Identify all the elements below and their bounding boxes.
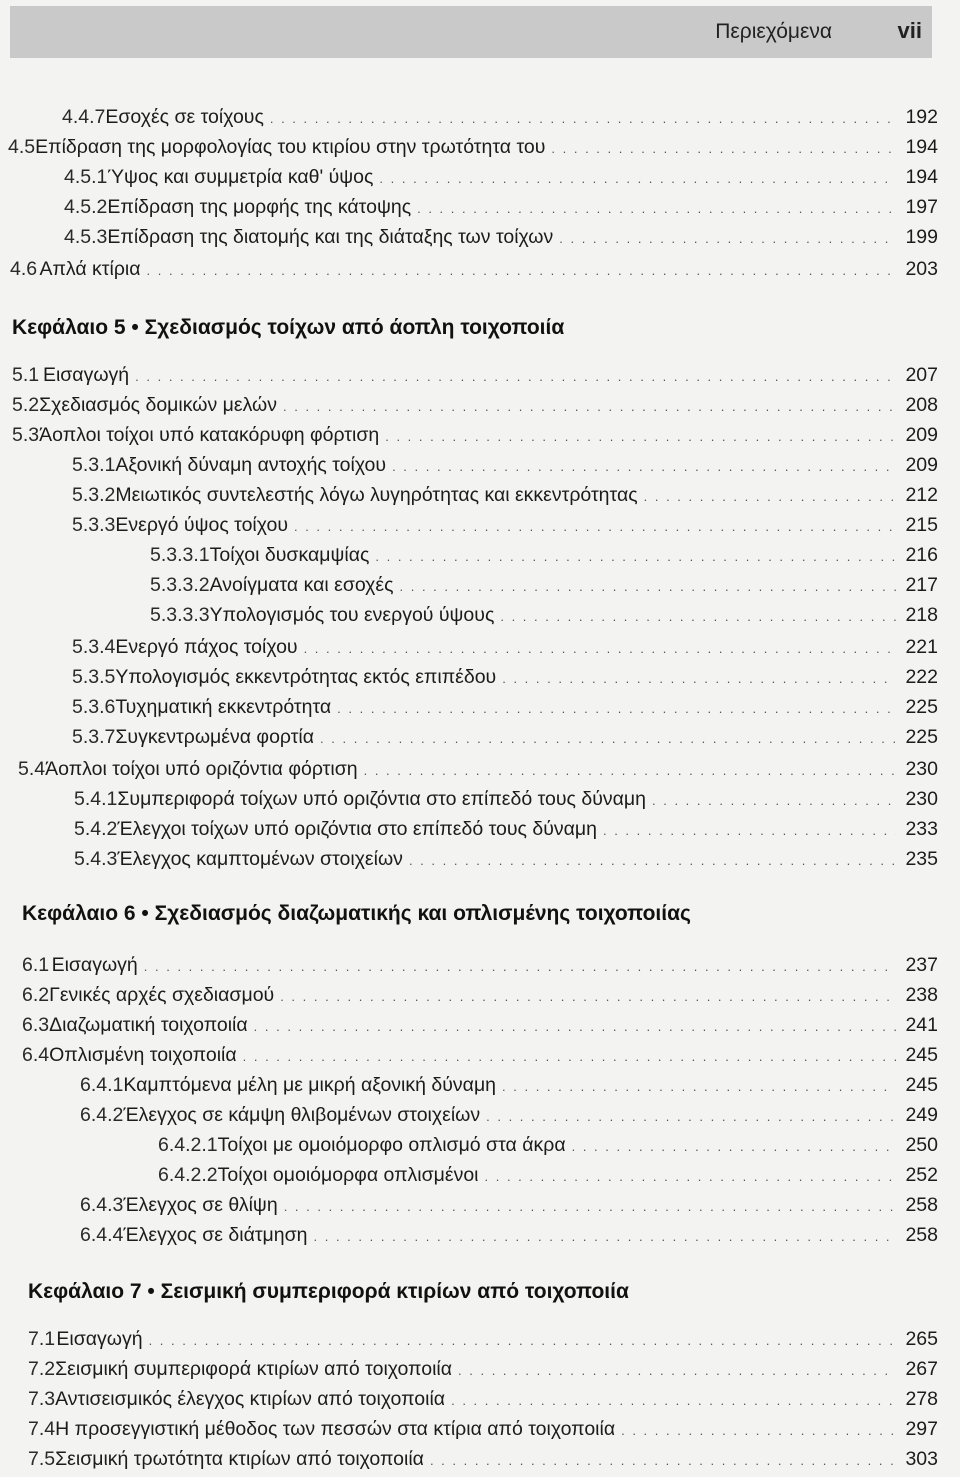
entry-page: 208 bbox=[905, 394, 938, 416]
entry-number: 5.3.7 bbox=[72, 726, 116, 748]
entry-number: 4.5.1 bbox=[64, 166, 108, 188]
entry-number: 5.4.2 bbox=[74, 818, 118, 840]
entry-number: 5.4 bbox=[18, 758, 46, 780]
entry-page: 221 bbox=[905, 636, 938, 658]
toc-entry[interactable] bbox=[64, 194, 938, 220]
entry-number: 4.6 bbox=[10, 258, 38, 280]
entry-page: 245 bbox=[905, 1044, 938, 1066]
entry-title: Εισαγωγή bbox=[56, 1328, 143, 1350]
toc-entry[interactable] bbox=[72, 482, 938, 508]
toc-entry[interactable] bbox=[150, 542, 938, 568]
entry-title: Υπολογισμός του ενεργού ύψους bbox=[209, 604, 495, 626]
entry-number: 6.4.2 bbox=[80, 1104, 124, 1126]
dot-leader bbox=[270, 106, 896, 132]
entry-title: Ενεργό πάχος τοίχου bbox=[115, 636, 298, 658]
entry-page: 241 bbox=[905, 1014, 938, 1036]
dot-leader bbox=[417, 196, 896, 222]
entry-number: 5.3.4 bbox=[72, 636, 116, 658]
toc-entry[interactable] bbox=[80, 1192, 938, 1218]
entry-title: Υπολογισμός εκκεντρότητας εκτός επιπέδου bbox=[115, 666, 497, 688]
entry-page: 258 bbox=[905, 1194, 938, 1216]
toc-entry[interactable] bbox=[22, 952, 938, 978]
toc-entry[interactable] bbox=[28, 1326, 938, 1352]
entry-number: 5.3.3.1 bbox=[150, 544, 210, 566]
entry-page: 212 bbox=[905, 484, 938, 506]
entry-title: Ενεργό ύψος τοίχου bbox=[115, 514, 288, 536]
dot-leader bbox=[304, 636, 896, 662]
entry-number: 5.3.1 bbox=[72, 454, 116, 476]
entry-page: 297 bbox=[905, 1418, 938, 1440]
dot-leader bbox=[392, 454, 896, 480]
toc-entry[interactable] bbox=[10, 256, 938, 282]
toc-entry[interactable] bbox=[62, 104, 938, 130]
entry-number: 5.2 bbox=[12, 394, 40, 416]
entry-number: 5.3.3.3 bbox=[150, 604, 210, 626]
entry-title: Έλεγχος σε διάτμηση bbox=[123, 1224, 308, 1246]
dot-leader bbox=[294, 514, 896, 540]
toc-entry[interactable] bbox=[64, 164, 938, 190]
entry-page: 222 bbox=[905, 666, 938, 688]
dot-leader bbox=[385, 424, 896, 450]
entry-number: 6.4.4 bbox=[80, 1224, 124, 1246]
entry-number: 6.4.1 bbox=[80, 1074, 124, 1096]
entry-number: 6.3 bbox=[22, 1014, 50, 1036]
toc-entry[interactable] bbox=[72, 634, 938, 660]
entry-number: 4.5 bbox=[8, 136, 36, 158]
entry-title: Διαζωματική τοιχοποιία bbox=[49, 1014, 248, 1036]
toc-entry[interactable] bbox=[22, 1012, 938, 1038]
dot-leader bbox=[375, 544, 896, 570]
dot-leader bbox=[430, 1448, 896, 1474]
entry-number: 6.4.2.2 bbox=[158, 1164, 218, 1186]
entry-number: 7.4 bbox=[28, 1418, 56, 1440]
entry-title: Σεισμική συμπεριφορά κτιρίων από τοιχοποιία bbox=[55, 1358, 453, 1380]
dot-leader bbox=[364, 758, 896, 784]
entry-page: 194 bbox=[905, 166, 938, 188]
dot-leader bbox=[283, 394, 896, 420]
entry-number: 6.1 bbox=[22, 954, 50, 976]
entry-number: 7.5 bbox=[28, 1448, 56, 1470]
dot-leader bbox=[559, 226, 896, 252]
entry-page: 249 bbox=[905, 1104, 938, 1126]
entry-page: 192 bbox=[905, 106, 938, 128]
chapter-heading: Κεφάλαιο 7 • Σεισμική συμπεριφορά κτιρίων από τοιχοποιία bbox=[28, 1280, 629, 1303]
entry-page: 215 bbox=[905, 514, 938, 536]
toc-entry[interactable] bbox=[18, 756, 938, 782]
header-page-number: vii bbox=[897, 18, 922, 43]
entry-number: 5.3 bbox=[12, 424, 40, 446]
dot-leader bbox=[254, 1014, 896, 1040]
entry-title: Έλεγχος σε θλίψη bbox=[123, 1194, 278, 1216]
toc-entry[interactable] bbox=[74, 846, 938, 872]
entry-number: 5.3.3.2 bbox=[150, 574, 210, 596]
dot-leader bbox=[314, 1224, 896, 1250]
entry-title: Ύψος και συμμετρία καθ' ύψος bbox=[107, 166, 374, 188]
toc-entry[interactable] bbox=[72, 452, 938, 478]
toc-entry[interactable] bbox=[64, 224, 938, 250]
entry-page: 230 bbox=[905, 788, 938, 810]
entry-title: Απλά κτίρια bbox=[39, 258, 141, 280]
entry-number: 5.3.6 bbox=[72, 696, 116, 718]
entry-number: 7.3 bbox=[28, 1388, 56, 1410]
entry-number: 7.1 bbox=[28, 1328, 56, 1350]
toc-entry[interactable] bbox=[72, 694, 938, 720]
toc-entry[interactable] bbox=[28, 1446, 938, 1472]
entry-page: 238 bbox=[905, 984, 938, 1006]
entry-number: 5.3.5 bbox=[72, 666, 116, 688]
entry-number: 4.5.2 bbox=[64, 196, 108, 218]
entry-page: 207 bbox=[905, 364, 938, 386]
dot-leader bbox=[502, 666, 896, 692]
entry-page: 209 bbox=[905, 454, 938, 476]
entry-number: 6.2 bbox=[22, 984, 50, 1006]
dot-leader bbox=[144, 954, 896, 980]
dot-leader bbox=[337, 696, 896, 722]
entry-title: Μειωτικός συντελεστής λόγω λυγηρότητας και εκκεντρότητας bbox=[115, 484, 638, 506]
entry-page: 245 bbox=[905, 1074, 938, 1096]
entry-page: 225 bbox=[905, 696, 938, 718]
toc-entry[interactable] bbox=[28, 1386, 938, 1412]
toc-entry[interactable] bbox=[150, 572, 938, 598]
header-title: Περιεχόμενα bbox=[715, 20, 832, 43]
toc-entry[interactable] bbox=[22, 982, 938, 1008]
toc-entry[interactable] bbox=[8, 134, 938, 160]
toc-entry[interactable] bbox=[72, 664, 938, 690]
entry-number: 6.4 bbox=[22, 1044, 50, 1066]
dot-leader bbox=[603, 818, 896, 844]
entry-number: 5.3.3 bbox=[72, 514, 116, 536]
toc-entry[interactable] bbox=[150, 602, 938, 628]
entry-title: Τυχηματική εκκεντρότητα bbox=[115, 696, 332, 718]
dot-leader bbox=[551, 136, 896, 162]
entry-title: Γενικές αρχές σχεδιασμού bbox=[49, 984, 275, 1006]
entry-title: Τοίχοι δυσκαμψίας bbox=[209, 544, 370, 566]
toc-entry[interactable] bbox=[158, 1162, 938, 1188]
entry-title: Τοίχοι ομοιόμορφα οπλισμένοι bbox=[217, 1164, 479, 1186]
entry-title: Έλεγχοι τοίχων υπό οριζόντια στο επίπεδό τους δύναμη bbox=[117, 818, 597, 840]
dot-leader bbox=[652, 788, 896, 814]
dot-leader bbox=[458, 1358, 896, 1384]
entry-page: 265 bbox=[905, 1328, 938, 1350]
entry-title: Άοπλοι τοίχοι υπό οριζόντια φόρτιση bbox=[45, 758, 358, 780]
entry-page: 278 bbox=[905, 1388, 938, 1410]
entry-number: 5.4.1 bbox=[74, 788, 118, 810]
entry-title: Αντισεισμικός έλεγχος κτιρίων από τοιχοποιία bbox=[55, 1388, 446, 1410]
toc-entry[interactable] bbox=[12, 392, 938, 418]
dot-leader bbox=[621, 1418, 896, 1444]
entry-title: Καμπτόμενα μέλη με μικρή αξονική δύναμη bbox=[123, 1074, 497, 1096]
toc-entry[interactable] bbox=[28, 1416, 938, 1442]
entry-page: 250 bbox=[905, 1134, 938, 1156]
toc-entry[interactable] bbox=[72, 512, 938, 538]
entry-title: Έλεγχος καμπτομένων στοιχείων bbox=[117, 848, 403, 870]
dot-leader bbox=[284, 1194, 896, 1220]
dot-leader bbox=[572, 1134, 896, 1160]
entry-number: 4.4.7 bbox=[62, 106, 106, 128]
entry-title: Επίδραση της μορφολογίας του κτιρίου στην τρωτότητα του bbox=[35, 136, 546, 158]
entry-page: 237 bbox=[905, 954, 938, 976]
entry-page: 194 bbox=[905, 136, 938, 158]
dot-leader bbox=[451, 1388, 896, 1414]
entry-page: 225 bbox=[905, 726, 938, 748]
entry-page: 258 bbox=[905, 1224, 938, 1246]
entry-page: 209 bbox=[905, 424, 938, 446]
toc-entry[interactable] bbox=[80, 1102, 938, 1128]
entry-title: Τοίχοι με ομοιόμορφο οπλισμό στα άκρα bbox=[217, 1134, 566, 1156]
entry-number: 5.4.3 bbox=[74, 848, 118, 870]
toc-entry[interactable] bbox=[80, 1222, 938, 1248]
entry-page: 267 bbox=[905, 1358, 938, 1380]
entry-number: 6.4.2.1 bbox=[158, 1134, 218, 1156]
dot-leader bbox=[485, 1164, 896, 1190]
entry-title: Η προσεγγιστική μέθοδος των πεσσών στα κτίρια από τοιχοποιία bbox=[55, 1418, 616, 1440]
entry-number: 4.5.3 bbox=[64, 226, 108, 248]
dot-leader bbox=[486, 1104, 896, 1130]
toc-entry[interactable] bbox=[28, 1356, 938, 1382]
entry-page: 217 bbox=[905, 574, 938, 596]
dot-leader bbox=[400, 574, 896, 600]
entry-title: Οπλισμένη τοιχοποιία bbox=[49, 1044, 237, 1066]
entry-title: Έλεγχος σε κάμψη θλιβομένων στοιχείων bbox=[123, 1104, 481, 1126]
entry-page: 230 bbox=[905, 758, 938, 780]
entry-page: 199 bbox=[905, 226, 938, 248]
entry-page: 203 bbox=[905, 258, 938, 280]
entry-number: 6.4.3 bbox=[80, 1194, 124, 1216]
dot-leader bbox=[149, 1328, 896, 1354]
dot-leader bbox=[502, 1074, 896, 1100]
toc-entry[interactable] bbox=[72, 724, 938, 750]
entry-number: 5.3.2 bbox=[72, 484, 116, 506]
entry-title: Σεισμική τρωτότητα κτιρίων από τοιχοποιία bbox=[55, 1448, 424, 1470]
toc-entry[interactable] bbox=[74, 816, 938, 842]
dot-leader bbox=[135, 364, 896, 390]
entry-title: Εισαγωγή bbox=[42, 364, 130, 386]
dot-leader bbox=[280, 984, 896, 1010]
toc-entry[interactable] bbox=[22, 1042, 938, 1068]
dot-leader bbox=[500, 604, 896, 630]
dot-leader bbox=[320, 726, 896, 752]
toc-entry[interactable] bbox=[12, 362, 938, 388]
entry-title: Εισαγωγή bbox=[51, 954, 138, 976]
dot-leader bbox=[243, 1044, 896, 1070]
dot-leader bbox=[409, 848, 896, 874]
entry-title: Συγκεντρωμένα φορτία bbox=[115, 726, 315, 748]
entry-page: 235 bbox=[905, 848, 938, 870]
toc-entry[interactable] bbox=[158, 1132, 938, 1158]
toc-entry[interactable] bbox=[74, 786, 938, 812]
entry-page: 216 bbox=[905, 544, 938, 566]
entry-title: Ανοίγματα και εσοχές bbox=[209, 574, 394, 596]
entry-title: Εσοχές σε τοίχους bbox=[105, 106, 264, 128]
toc-entry[interactable] bbox=[80, 1072, 938, 1098]
entry-number: 7.2 bbox=[28, 1358, 56, 1380]
entry-page: 252 bbox=[905, 1164, 938, 1186]
entry-title: Άοπλοι τοίχοι υπό κατακόρυφη φόρτιση bbox=[39, 424, 380, 446]
chapter-heading: Κεφάλαιο 5 • Σχεδιασμός τοίχων από άοπλη τοιχοποιία bbox=[12, 316, 565, 339]
toc-entry[interactable] bbox=[12, 422, 938, 448]
dot-leader bbox=[644, 484, 896, 510]
entry-number: 5.1 bbox=[12, 364, 40, 386]
entry-page: 303 bbox=[905, 1448, 938, 1470]
entry-title: Σχεδιασμός δομικών μελών bbox=[39, 394, 278, 416]
chapter-heading: Κεφάλαιο 6 • Σχεδιασμός διαζωματικής και οπλισμένης τοιχοποιίας bbox=[22, 902, 691, 925]
entry-title: Συμπεριφορά τοίχων υπό οριζόντια στο επίπεδό τους δύναμη bbox=[117, 788, 646, 810]
entry-page: 197 bbox=[905, 196, 938, 218]
entry-title: Αξονική δύναμη αντοχής τοίχου bbox=[115, 454, 387, 476]
entry-title: Επίδραση της μορφής της κάτοψης bbox=[107, 196, 412, 218]
entry-page: 218 bbox=[905, 604, 938, 626]
entry-title: Επίδραση της διατομής και της διάταξης των τοίχων bbox=[107, 226, 554, 248]
entry-page: 233 bbox=[905, 818, 938, 840]
dot-leader bbox=[147, 258, 896, 284]
dot-leader bbox=[379, 166, 896, 192]
